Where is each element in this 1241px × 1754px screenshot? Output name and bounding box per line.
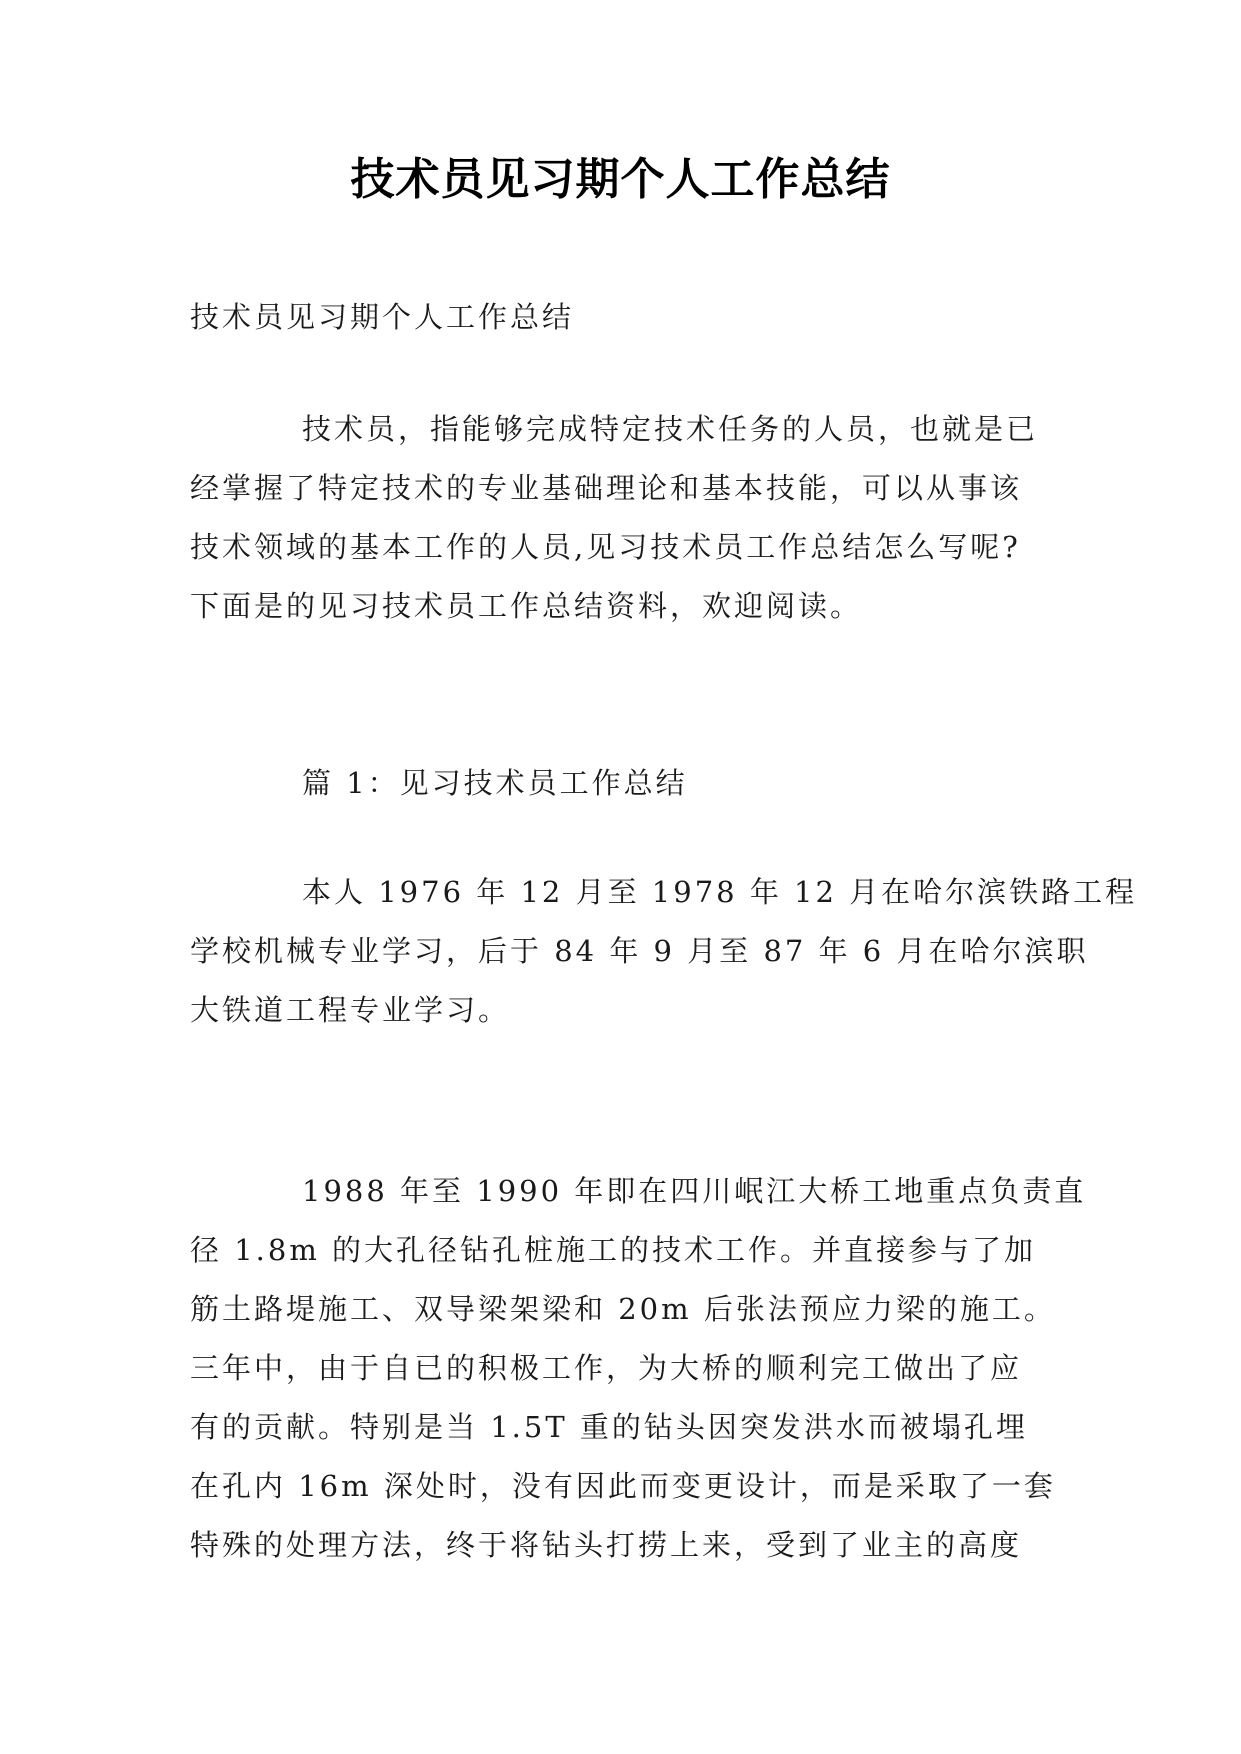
paragraph-line: 学校机械专业学习，后于 84 年 9 月至 87 年 6 月在哈尔滨职 [190, 934, 1089, 968]
paragraph-line: 1988 年至 1990 年即在四川岷江大桥工地重点负责直 [302, 1174, 1087, 1208]
paragraph-line: 三年中，由于自已的积极工作，为大桥的顺利完工做出了应 [190, 1351, 1023, 1385]
intro-line: 技术领域的基本工作的人员,见习技术员工作总结怎么写呢? [190, 530, 1021, 564]
intro-line: 下面是的见习技术员工作总结资料，欢迎阅读。 [190, 589, 863, 623]
paragraph-line: 大铁道工程专业学习。 [190, 993, 511, 1027]
section-heading-text: 篇 1：见习技术员工作总结 [302, 766, 688, 800]
paragraph-line: 筋土路堤施工、双导梁架梁和 20m 后张法预应力梁的施工。 [190, 1292, 1056, 1326]
document-subtitle: 技术员见习期个人工作总结 [190, 300, 575, 334]
intro-paragraph [190, 400, 1052, 636]
paragraph-line: 特殊的处理方法，终于将钻头打捞上来，受到了业主的高度 [190, 1528, 1023, 1562]
paragraph-line: 有的贡献。特别是当 1.5T 重的钻头因突发洪水而被塌孔埋 [190, 1410, 1028, 1444]
intro-line: 经掌握了特定技术的专业基础理论和基本技能，可以从事该 [190, 471, 1023, 505]
paragraph-line: 径 1.8m 的大孔径钻孔桩施工的技术工作。并直接参与了加 [190, 1233, 1037, 1267]
section-heading [190, 754, 1052, 813]
paragraph-line: 本人 1976 年 12 月至 1978 年 12 月在哈尔滨铁路工程 [302, 875, 1138, 909]
intro-line: 技术员，指能够完成特定技术任务的人员，也就是已 [302, 412, 1039, 446]
paragraph-line: 在孔内 16m 深处时，没有因此而变更设计，而是采取了一套 [190, 1469, 1056, 1503]
paragraph-education [190, 863, 1138, 1040]
document-title: 技术员见习期个人工作总结 [350, 154, 891, 205]
paragraph-bridge-work [190, 1162, 1087, 1575]
